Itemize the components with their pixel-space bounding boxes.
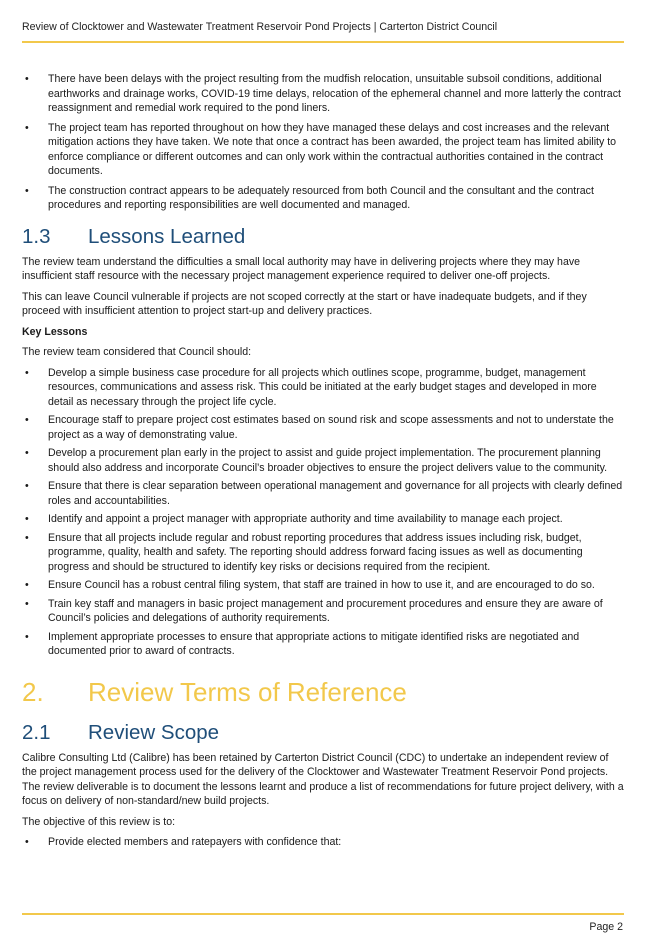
page-number: Page 2 [589,921,623,933]
list-item: • Develop a procurement plan early in the project to assist and guide project implementation. The procurement planning should also address and incorporate Council’s broader objectives to ensure the project delivers value to the community. [25,447,608,474]
page-header: Review of Clocktower and Wastewater Treatment Reservoir Pond Projects | Carterton District Council [22,21,498,33]
bullet-icon: • [25,513,29,525]
bullet-icon: • [25,836,29,848]
header-rule [22,41,624,43]
bullet-icon: • [25,414,29,426]
paragraph: The review team understand the difficulties a small local authority may have in delivering projects where they may have insufficient staff resource with the necessary project management experience required to deliver one-off projects. [22,255,581,282]
section-heading-2-1: 2.1 Review Scope [22,720,220,744]
list-item: • Ensure that all projects include regular and robust reporting procedures that address issues including risk, budget, programme, quality, health and safety. The reporting should address forward facing issues as well as documenting progress and should be structured to identify key risks or decisions required from the recipient. [25,531,583,573]
list-item: • Implement appropriate processes to ensure that appropriate actions to mitigate identified risks are negotiated and documented prior to award of contracts. [25,630,580,657]
list-item: • Develop a simple business case procedure for all projects which outlines scope, programme, budget, management resources, communications and assess risk. This could be initiated at the early budget stages and developed in more detail as necessary through the project life cycle. [25,366,597,408]
list-item: • The construction contract appears to be adequately resourced from both Council and the consultant and the contract procedures and reporting responsibilities are well documented and managed. [25,184,594,211]
bullet-icon: • [25,531,29,544]
list-item: • Encourage staff to prepare project cost estimates based on sound risk and scope assessments and not to understate the project as a way of demonstrating value. [25,414,614,441]
bullet-icon: • [25,447,29,459]
bullet-icon: • [25,366,29,379]
list-item: • Ensure that there is clear separation between operational management and governance for all projects with clearly defined roles and accountabilities. [25,480,623,507]
section-heading-2: 2. Review Terms of Reference [22,676,407,707]
list-item: • Train key staff and managers in basic project management and procurement procedures and ensure they are aware of Council’s policies and delegations of authority requirements. [25,597,603,624]
key-lessons-label: Key Lessons [22,325,88,338]
bullet-icon: • [25,480,29,492]
bullet-icon: • [25,597,29,610]
objective-bullet-list [22,835,624,850]
section-heading-1-3: 1.3 Lessons Learned [22,224,246,248]
paragraph: The objective of this review is to: [22,815,176,828]
page-content [22,72,624,854]
paragraph: The review team considered that Council should: [22,346,252,358]
list-item: • Identify and appoint a project manager with appropriate authority and time availability to manage each project. [25,513,563,525]
bullet-icon: • [25,73,29,85]
bullet-icon: • [25,184,29,197]
paragraph: This can leave Council vulnerable if projects are not scoped correctly at the start or have inadequate budgets, and if they proceed with insufficient attention to project start-up and delivery practices. [22,290,587,317]
paragraph: Calibre Consulting Ltd (Calibre) has been retained by Carterton District Council (CDC) to undertake an independent review of the project management process used for the delivery of the Clocktower and Wastewater Treatment Reservoir Pond projects. The review deliverable is to document the lessons learnt and produce a list of recommendations for future project delivery, with a focus on delivery of non-standard/new build projects. [22,751,624,807]
bullet-icon: • [25,121,29,134]
bullet-icon: • [25,630,29,643]
bullet-icon: • [25,579,29,591]
lessons-bullet-list [22,366,624,659]
intro-bullet-list [22,72,624,213]
list-item: • The project team has reported throughout on how they have managed these delays and cost increases and the relevant mitigation actions they have taken. We note that once a contract has been awarded, the project team has limited ability to enforce compliance or different outcomes and can only work within the contractual authorities contained in the contract documents. [25,121,617,177]
list-item: • Ensure Council has a robust central filing system, that staff are trained in how to use it, and are encouraged to do so. [25,579,595,591]
list-item: • There have been delays with the project resulting from the mudfish relocation, unsuitable subsoil conditions, additional earthworks and drainage works, COVID-19 time delays, relocation of the ephemeral channel and more latterly the contract reassignment and remedial work required to the pond liners. [25,73,621,114]
list-item: • Provide elected members and ratepayers with confidence that: [25,836,342,848]
footer-rule [22,913,624,915]
